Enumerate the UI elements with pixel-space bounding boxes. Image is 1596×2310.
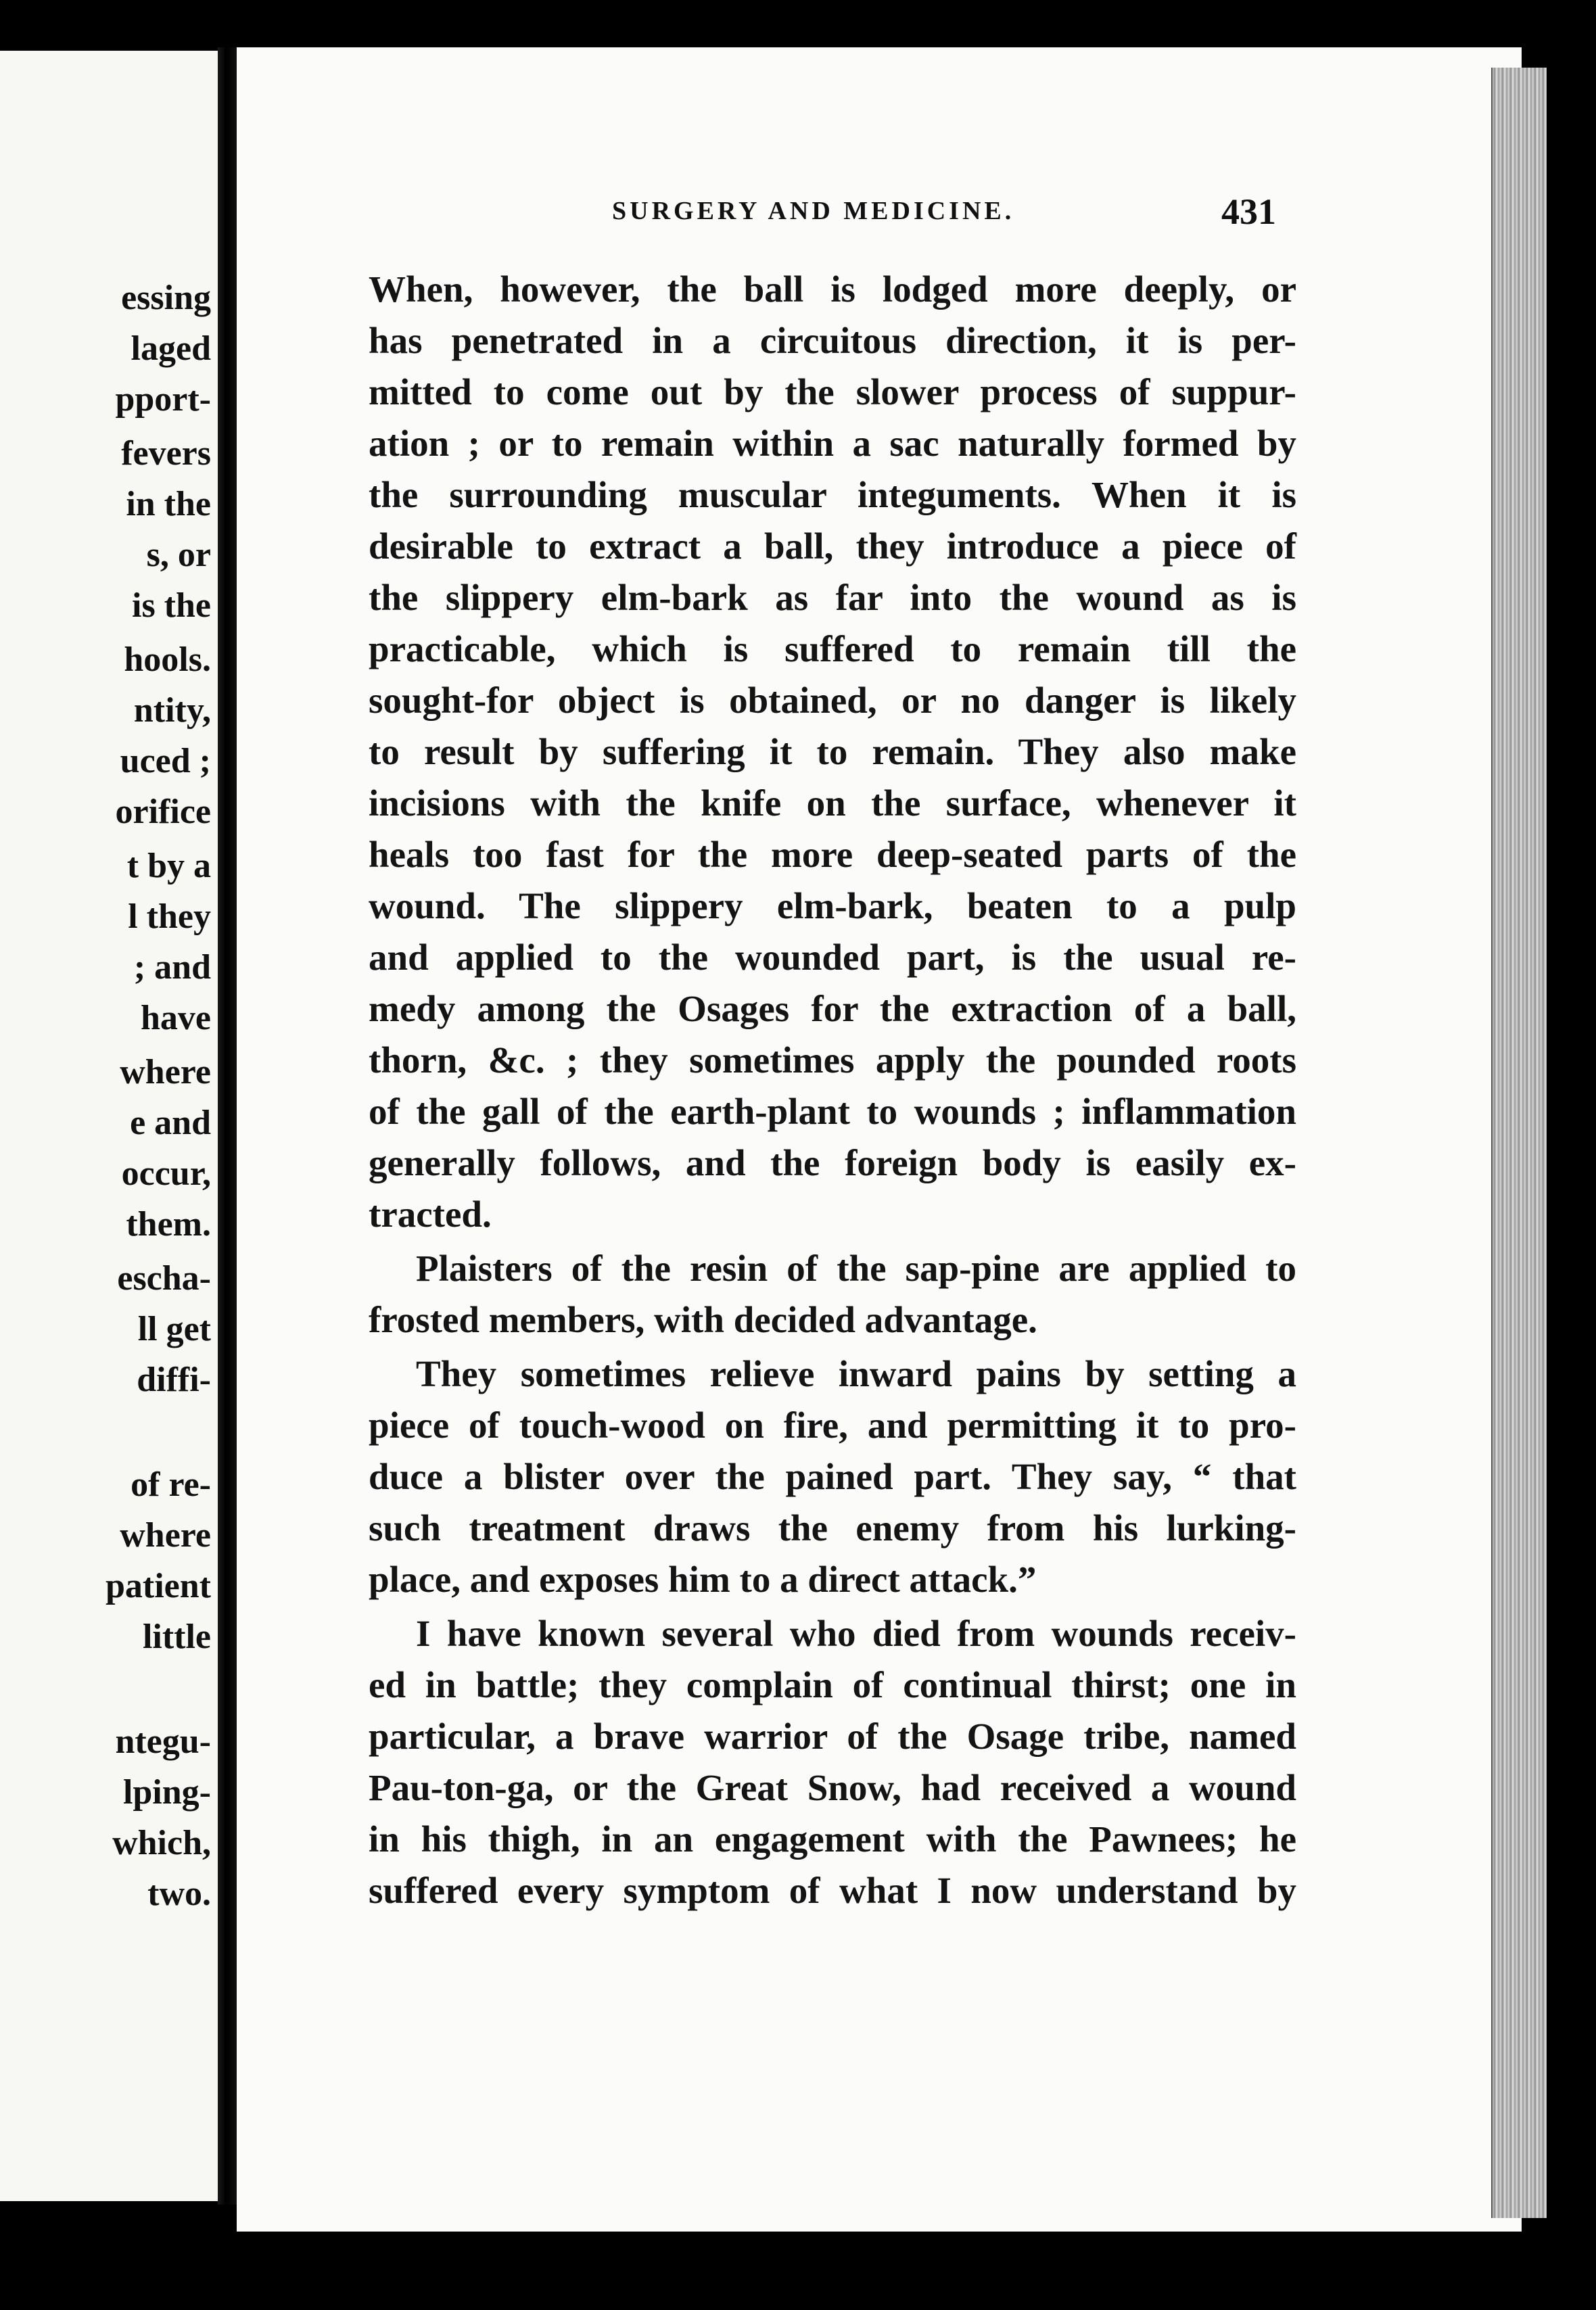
text-line: ation ; or to remain within a sac naturally formed by (369, 423, 1296, 464)
text-line: incisions with the knife on the surface, whenever it (369, 782, 1296, 824)
text-line: heals too fast for the more deep-seated parts of the (369, 834, 1296, 875)
text-line: frosted members, with decided advantage. (369, 1299, 1037, 1340)
facing-page-line: essing (121, 279, 211, 317)
facing-page-line: orifice (115, 793, 211, 831)
text-line: in his thigh, in an engagement with the Pawnees; he (369, 1818, 1296, 1860)
facing-page-line: lping- (122, 1773, 211, 1812)
facing-page-line: fevers (121, 434, 211, 473)
facing-page-line: l they (128, 897, 211, 936)
facing-page-line: patient (105, 1567, 211, 1605)
facing-page-line: them. (126, 1205, 211, 1244)
facing-page-line: in the (126, 485, 211, 523)
text-line: thorn, &c. ; they sometimes apply the pounded roots (369, 1039, 1296, 1081)
text-line: piece of touch-wood on fire, and permitting it to pro- (369, 1405, 1296, 1446)
text-line: wound. The slippery elm-bark, beaten to a pulp (369, 885, 1296, 926)
running-head: SURGERY AND MEDICINE. (612, 197, 1015, 225)
facing-page-line: escha- (117, 1259, 211, 1298)
text-line: the surrounding muscular integuments. When it is (369, 474, 1296, 515)
facing-page-line: ntegu- (115, 1722, 211, 1761)
facing-page-line: e and (130, 1104, 211, 1142)
facing-page-line: where (120, 1053, 211, 1091)
page-edges (1491, 68, 1547, 2218)
facing-page-line: little (142, 1618, 211, 1656)
facing-page-line: ; and (133, 948, 211, 987)
text-line: has penetrated in a circuitous direction, it is per- (369, 320, 1296, 361)
facing-page-line: of re- (131, 1465, 211, 1504)
facing-page-line: diffi- (137, 1361, 211, 1399)
text-line: Plaisters of the resin of the sap-pine are applied to (416, 1248, 1296, 1289)
page-number: 431 (1221, 191, 1276, 232)
text-line: practicable, which is suffered to remain till the (369, 628, 1296, 669)
facing-page-line: uced ; (120, 742, 211, 780)
text-line: Pau-ton-ga, or the Great Snow, had received a wound (369, 1767, 1296, 1808)
facing-page-line: t by a (126, 847, 211, 885)
facing-page (0, 51, 218, 2201)
text-line: such treatment draws the enemy from his lurking- (369, 1507, 1296, 1549)
text-line: I have known several who died from wounds receiv- (416, 1613, 1296, 1654)
text-line: generally follows, and the foreign body is easily ex- (369, 1142, 1296, 1183)
text-line: sought-for object is obtained, or no danger is likely (369, 680, 1296, 721)
text-line: duce a blister over the pained part. They say, “ that (369, 1456, 1296, 1497)
text-line: desirable to extract a ball, they introduce a piece of (369, 525, 1296, 567)
facing-page-line: s, or (146, 536, 211, 574)
text-line: tracted. (369, 1194, 492, 1235)
text-line: place, and exposes him to a direct attack.” (369, 1559, 1037, 1600)
facing-page-line: ll get (137, 1310, 211, 1348)
text-line: to result by suffering it to remain. They also make (369, 731, 1296, 772)
text-line: medy among the Osages for the extraction of a ball, (369, 988, 1296, 1029)
book-gutter (218, 47, 238, 2205)
text-line: When, however, the ball is lodged more deeply, or (369, 268, 1296, 310)
facing-page-line: which, (112, 1824, 211, 1862)
text-line: They sometimes relieve inward pains by setting a (416, 1353, 1296, 1394)
text-line: mitted to come out by the slower process of suppur- (369, 371, 1296, 412)
facing-page-line: is the (132, 586, 211, 625)
text-line: the slippery elm-bark as far into the wound as is (369, 577, 1296, 618)
facing-page-line: occur, (121, 1154, 211, 1193)
facing-page-line: hools. (124, 640, 211, 679)
text-line: of the gall of the earth-plant to wounds ; inflammation (369, 1091, 1296, 1132)
facing-page-line: where (120, 1516, 211, 1555)
text-line: ed in battle; they complain of continual thirst; one in (369, 1664, 1296, 1705)
text-line: and applied to the wounded part, is the usual re- (369, 937, 1296, 978)
text-line: particular, a brave warrior of the Osage tribe, named (369, 1716, 1296, 1757)
text-line: suffered every symptom of what I now understand by (369, 1870, 1296, 1911)
facing-page-line: laged (131, 329, 211, 368)
facing-page-line: pport- (115, 380, 211, 419)
facing-page-line: ntity, (133, 691, 211, 730)
facing-page-line: have (141, 999, 211, 1037)
facing-page-line: two. (147, 1875, 211, 1913)
